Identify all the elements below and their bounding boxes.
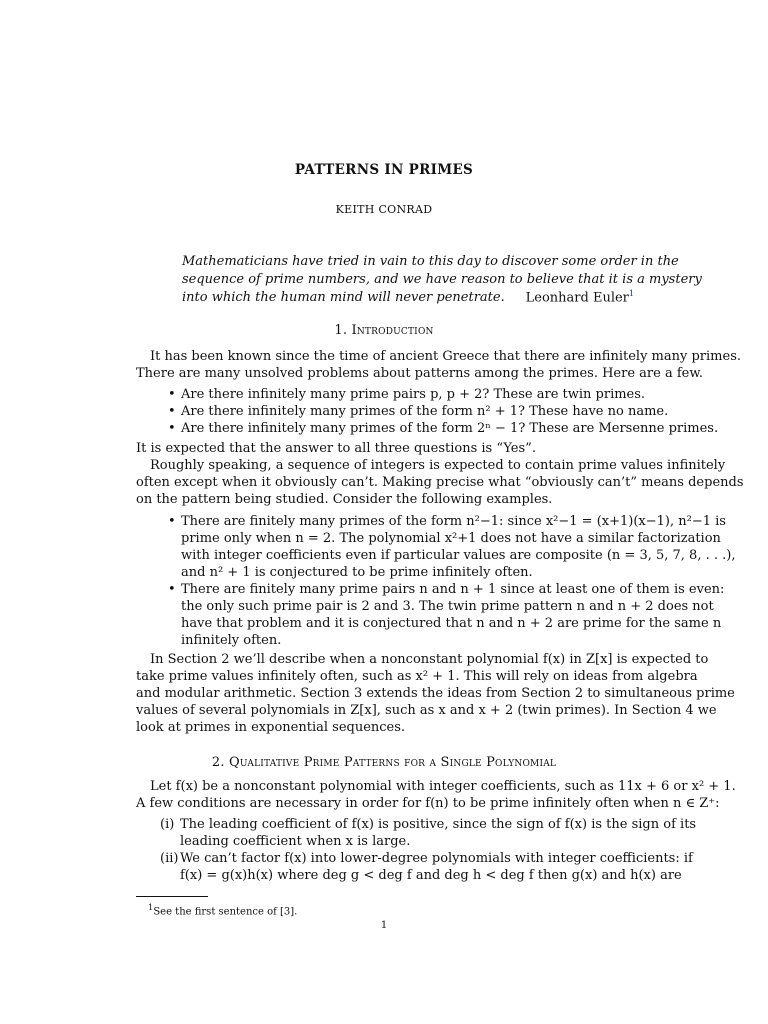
list-item-text: Are there infinitely many prime pairs p, p + 2? These are twin primes.	[181, 387, 646, 402]
list-item-text: prime only when n = 2. The polynomial x²+1 does not have a similar factorization	[181, 531, 721, 546]
epigraph-author: Leonhard Euler	[525, 290, 629, 305]
epigraph	[182, 253, 702, 307]
list-item-text: with integer coefficients even if particular values are composite (n = 3, 5, 7, 8, . . .),	[181, 548, 736, 563]
list-item-text: There are finitely many prime pairs n and n + 1 since at least one of them is even:	[181, 582, 725, 597]
footnote-mark-link[interactable]: 1	[628, 288, 634, 298]
list-item: • Are there infinitely many primes of the form 2ⁿ − 1? These are Mersenne primes.	[168, 421, 719, 436]
item-number: (i)	[160, 817, 175, 832]
footnote-mark: 1	[148, 902, 154, 912]
list-item-text: have that problem and it is conjectured that n and n + 2 are prime for the same n	[181, 616, 722, 631]
list-item-text: Are there infinitely many primes of the form n² + 1? These have no name.	[181, 404, 669, 419]
question-list	[168, 386, 719, 437]
text-line: There are many unsolved problems about patterns among the primes. Here are a few.	[136, 366, 704, 381]
list-item-text: infinitely often.	[181, 633, 282, 648]
list-item-text: We can’t factor f(x) into lower-degree polynomials with integer coefficients: if	[180, 851, 693, 866]
list-item: • There are finitely many prime pairs n and n + 1 since at least one of them is even: the only such prime pair is 2 and 3. The twin prime pattern n and n + 2 does not have that problem and it is conjectured that n and n + 2 are prime for the same n infinitely often.	[168, 582, 725, 648]
epigraph-line: into which the human mind will never penetrate.	[182, 290, 505, 305]
text-line: A few conditions are necessary in order for f(n) to be prime infinitely often when n ∈ Z⁺:	[136, 796, 720, 811]
condition-list	[160, 816, 697, 884]
list-item-text: the only such prime pair is 2 and 3. The twin prime pattern n and n + 2 does not	[181, 599, 714, 614]
page-number: 1	[380, 920, 388, 931]
item-number: (ii)	[160, 851, 179, 866]
text-line: on the pattern being studied. Consider the following examples.	[136, 492, 553, 507]
section-2-intro	[136, 778, 736, 812]
text-line: values of several polynomials in Z[x], such as x and x + 2 (twin primes). In Section 4 we	[136, 703, 717, 718]
section-1-heading: 1. Introduction	[334, 323, 434, 338]
footnote-text: See the first sentence of [3].	[153, 906, 298, 918]
text-line: It has been known since the time of ancient Greece that there are infinitely many primes.	[150, 349, 742, 364]
footnote-rule	[136, 896, 208, 897]
text-line: It is expected that the answer to all three questions is “Yes”.	[136, 441, 536, 456]
paper-author: KEITH CONRAD	[335, 203, 433, 216]
list-item-text: Are there infinitely many primes of the form 2ⁿ − 1? These are Mersenne primes.	[181, 421, 719, 436]
list-item-text: f(x) = g(x)h(x) where deg g < deg f and deg h < deg f then g(x) and h(x) are	[180, 868, 682, 883]
text-line: Roughly speaking, a sequence of integers is expected to contain prime values infinitely	[150, 458, 726, 473]
text-line: In Section 2 we’ll describe when a nonconstant polynomial f(x) in Z[x] is expected to	[150, 652, 709, 667]
list-item: • Are there infinitely many primes of the form n² + 1? These have no name.	[168, 403, 679, 420]
text-line: often except when it obviously can’t. Making precise what “obviously can’t” means depends	[136, 475, 744, 490]
epigraph-line: sequence of prime numbers, and we have reason to believe that it is a mystery	[182, 272, 702, 287]
list-item: • Are there infinitely many prime pairs p, p + 2? These are twin primes.	[168, 386, 679, 403]
list-item-text: The leading coefficient of f(x) is positive, since the sign of f(x) is the sign of its	[180, 817, 697, 832]
section-2-heading: 2. Qualitative Prime Patterns for a Single Polynomial	[211, 755, 557, 770]
text-line: Let f(x) be a nonconstant polynomial with integer coefficients, such as 11x + 6 or x² + 1.	[150, 779, 736, 794]
list-item: • There are finitely many primes of the form n²−1: since x²−1 = (x+1)(x−1), n²−1 is prime only when n = 2. The polynomial x²+1 does not have a similar factorization with integer coefficients even if particular values are composite (n = 3, 5, 7, 8, . . .), and n² + 1 is conjectured to be prime infinitely often.	[168, 514, 736, 580]
text-line: and modular arithmetic. Section 3 extends the ideas from Section 2 to simultaneous prime	[136, 686, 735, 701]
section-1-para-2	[136, 440, 744, 508]
paper-title: PATTERNS IN PRIMES	[294, 162, 474, 178]
list-item	[160, 850, 693, 884]
example-list	[168, 513, 736, 649]
section-1-intro	[136, 348, 742, 382]
section-1-para-3	[136, 651, 735, 736]
list-item-text: and n² + 1 is conjectured to be prime infinitely often.	[181, 565, 533, 580]
list-item-text: There are finitely many primes of the form n²−1: since x²−1 = (x+1)(x−1), n²−1 is	[181, 514, 726, 529]
list-item-text: leading coefficient when x is large.	[180, 834, 411, 849]
footnote	[148, 902, 297, 917]
epigraph-line: Mathematicians have tried in vain to this day to discover some order in the	[182, 254, 679, 269]
list-item	[160, 816, 697, 850]
epigraph-attribution	[526, 285, 634, 307]
text-line: take prime values infinitely often, such as x² + 1. This will rely on ideas from algebra	[136, 669, 698, 684]
text-line: look at primes in exponential sequences.	[136, 720, 406, 735]
